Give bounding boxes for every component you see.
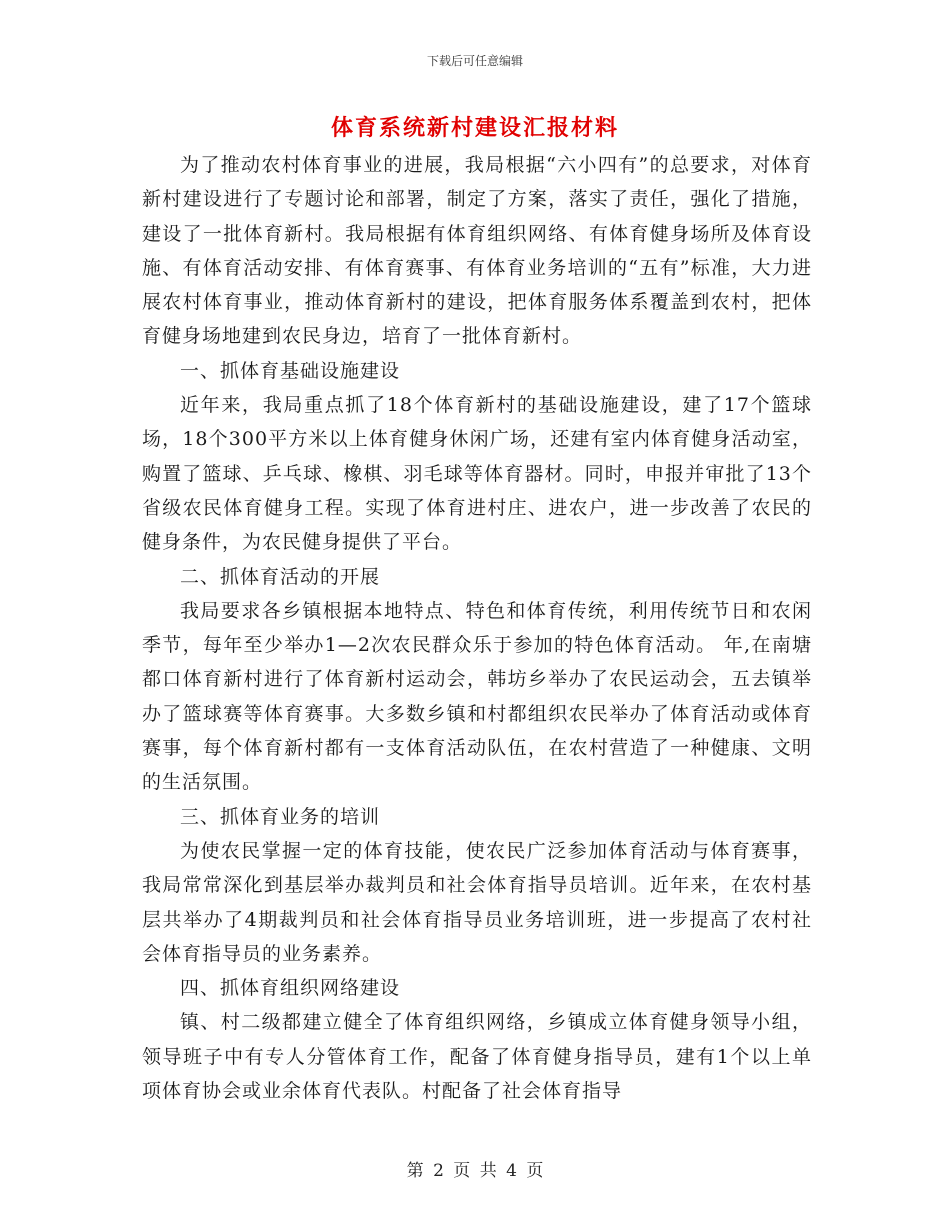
section-heading-1: 一、抓体育基础设施建设 [180, 359, 401, 382]
section-heading-3: 三、抓体育业务的培训 [180, 805, 381, 828]
document-body [142, 148, 812, 1108]
paragraph-intro: 为了推动农村体育事业的进展，我局根据“六小四有”的总要求，对体育新村建设进行了专题讨论和部署，制定了方案，落实了责任，强化了措施，建设了一批体育新村。我局根据有体育组织网络、有体育健身场所及体育设施、有体育活动安排、有体育赛事、有体育业务培训的“五有”标准，大力进展农村体育事业，推动体育新村的建设，把体育服务体系覆盖到农村，把体育健身场地建到农民身边，培育了一批体育新村。 [142, 154, 812, 348]
paragraph-2: 我局要求各乡镇根据本地特点、特色和体育传统，利用传统节日和农闲季节，每年至少举办1—2次农民群众乐于参加的特色体育活动。 年,在南塘都口体育新村进行了体育新村运动会，韩坊乡举办了农民运动会，五去镇举办了篮球赛等体育赛事。大多数乡镇和村都组织农民举办了体育活动或体育赛事，每个体育新村都有一支体育活动队伍，在农村营造了一种健康、文明的生活氛围。 [142, 599, 812, 794]
paragraph-1: 近年来，我局重点抓了18个体育新村的基础设施建设，建了17个篮球场，18个300平方米以上体育健身休闲广场，还建有室内体育健身活动室，购置了篮球、乒乓球、橡棋、羽毛球等体育器材。同时，申报并审批了13个省级农民体育健身工程。实现了体育进村庄、进农户，进一步改善了农民的健身条件，为农民健身提供了平台。 [142, 394, 812, 554]
section-heading-4: 四、抓体育组织网络建设 [180, 977, 401, 1000]
section-heading-2: 二、抓体育活动的开展 [180, 565, 381, 588]
header-note: 下载后可任意编辑 [426, 54, 523, 68]
document-title: 体育系统新村建设汇报材料 [330, 115, 619, 141]
page-number: 第 2 页 共 4 页 [406, 1161, 544, 1181]
paragraph-3: 为使农民掌握一定的体育技能，使农民广泛参加体育活动与体育赛事，我局常常深化到基层举办裁判员和社会体育指导员培训。近年来，在农村基层共举办了4期裁判员和社会体育指导员业务培训班，进一步提高了农村社会体育指导员的业务素养。 [142, 839, 812, 965]
paragraph-4: 镇、村二级都建立健全了体育组织网络，乡镇成立体育健身领导小组，领导班子中有专人分管体育工作，配备了体育健身指导员，建有1个以上单项体育协会或业余体育代表队。村配备了社会体育指导 [142, 1011, 812, 1103]
